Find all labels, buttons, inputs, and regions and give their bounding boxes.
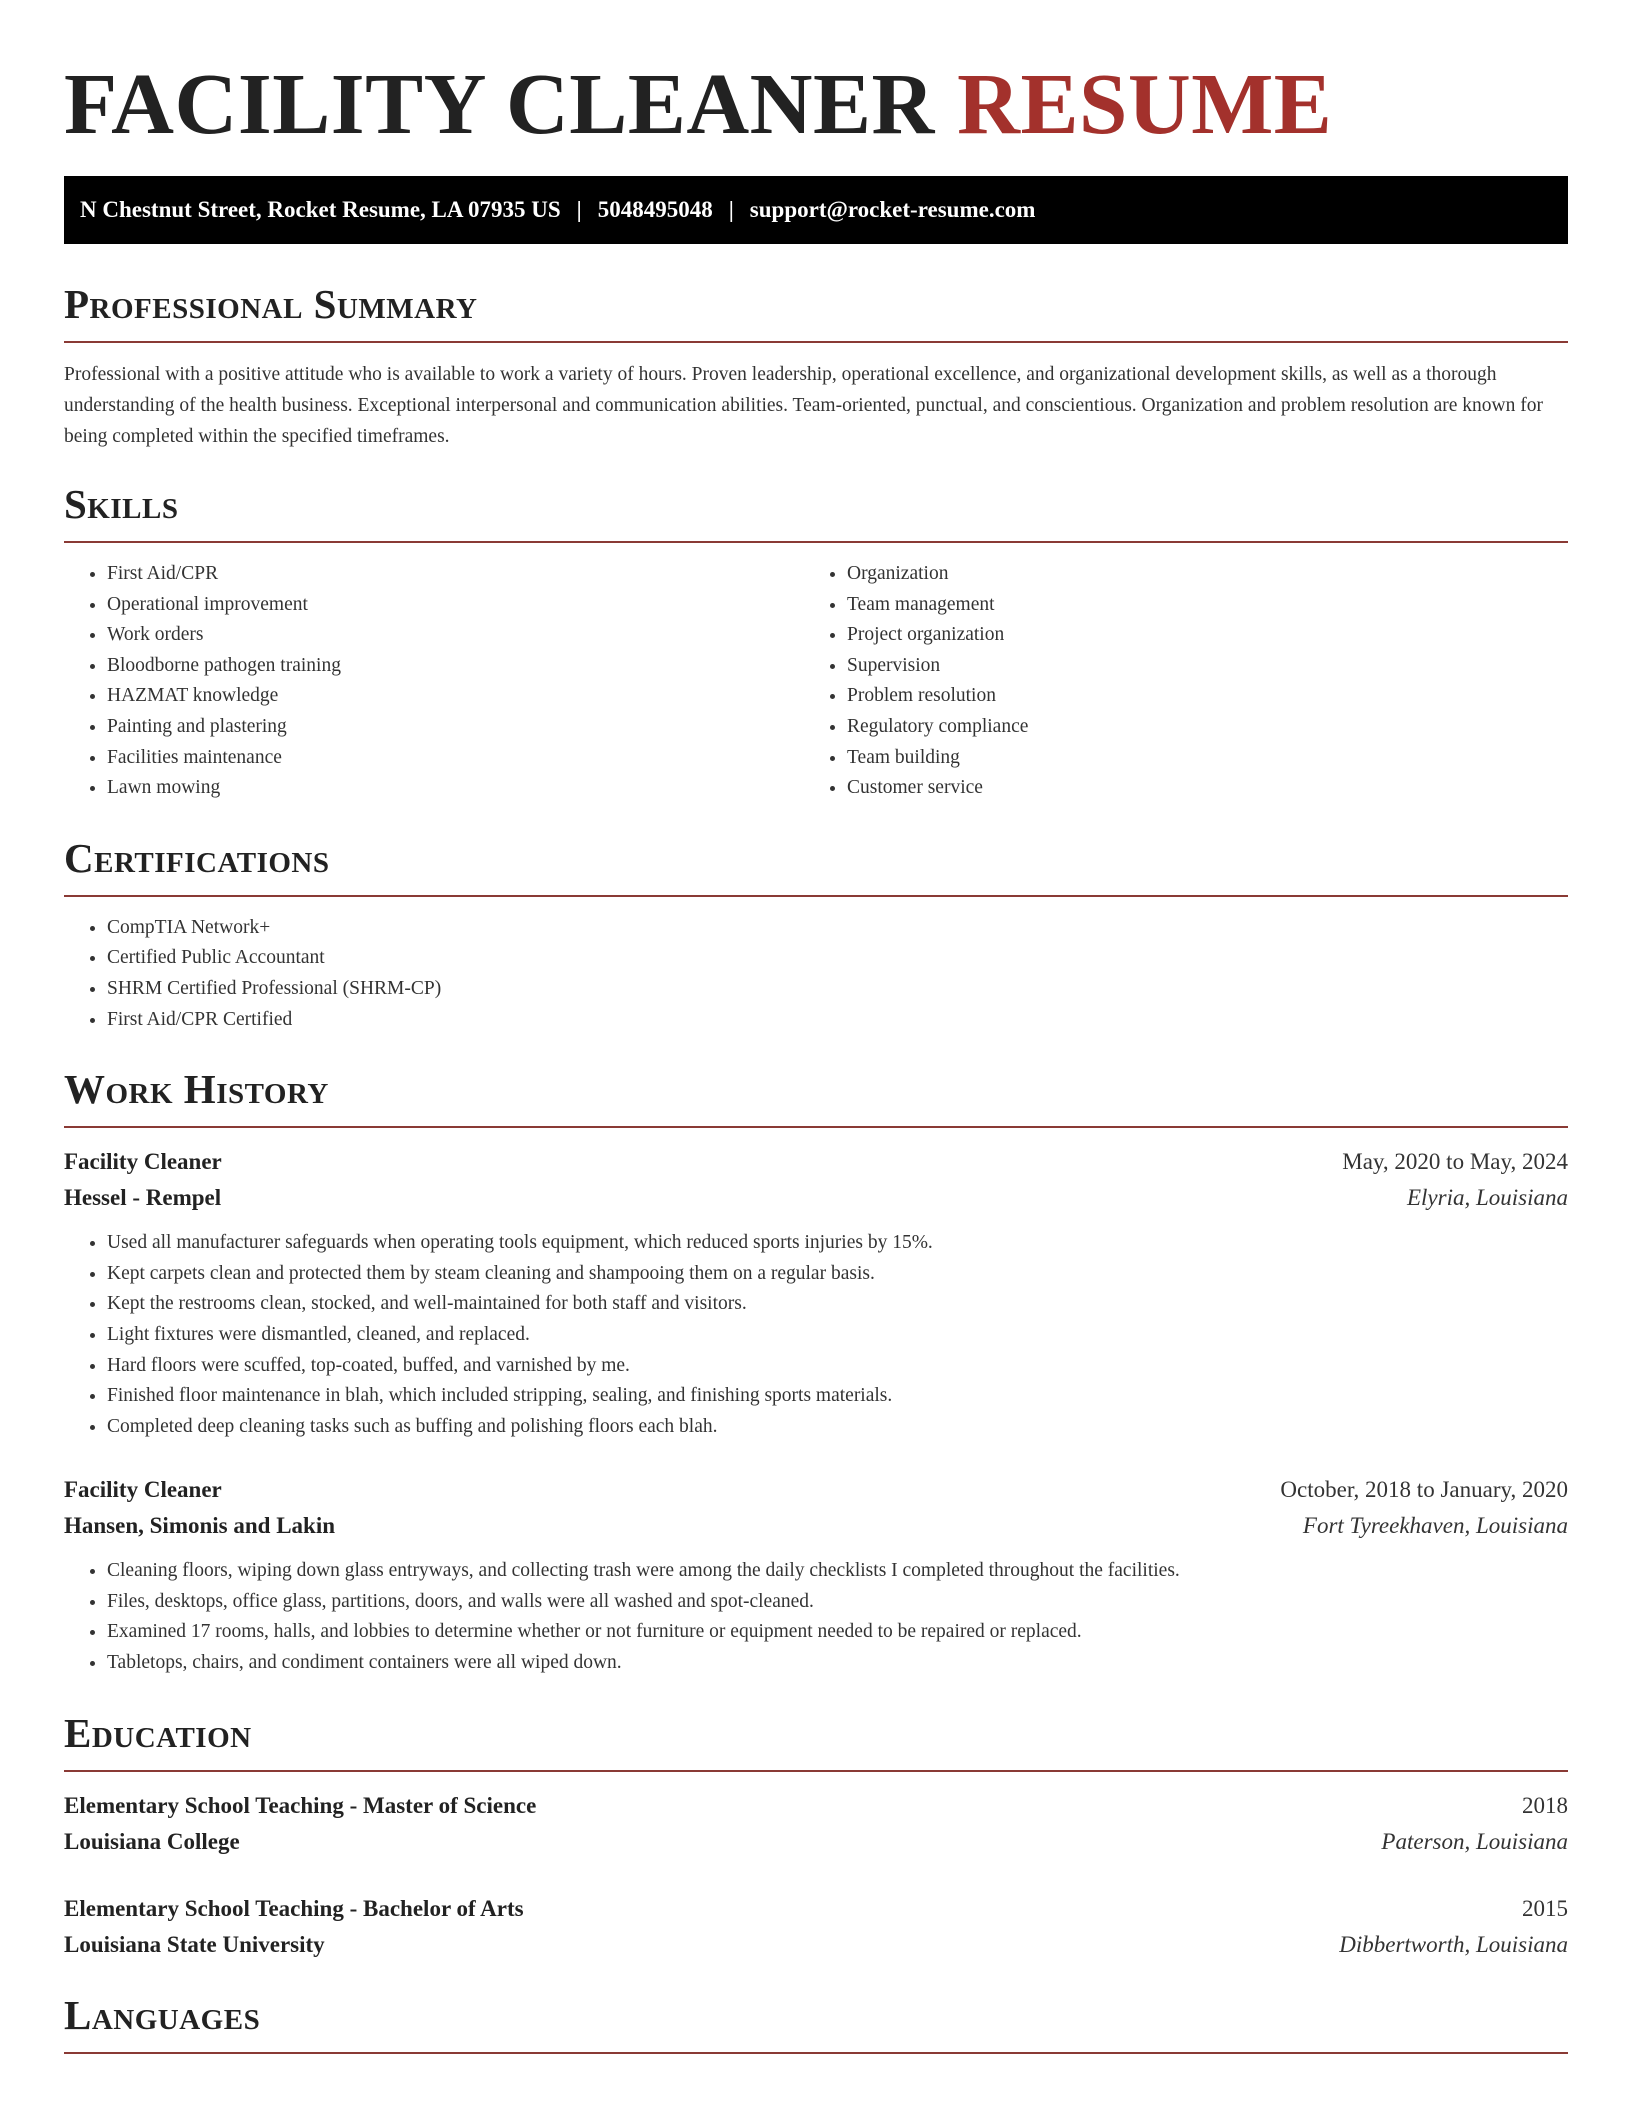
title-main: FACILITY CLEANER [64,55,935,152]
job-company: Hessel - Rempel [64,1185,222,1211]
summary-text: Professional with a positive attitude who is available to work a variety of hours. Proven leadership, operational excellence, and organizational development skills, as well as a thorough understanding of the health business. Exceptional interpersonal and communication abilities. Team-oriented, punctual, and conscientious. Organization and problem resolution are known for being completed within the specified timeframes. [64,364,1543,447]
education-header-row [64,1788,1568,1824]
list-item: • Facilities maintenance [107,743,804,774]
section-heading: Skills [64,481,179,527]
section-heading: Certifications [64,834,330,881]
list-item: • HAZMAT knowledge [107,681,804,712]
skills-grid [64,559,1568,804]
job-bullets [64,1228,1568,1442]
job-header-row [64,1472,1568,1508]
section-heading: Work History [64,1066,329,1113]
contact-separator: | [728,197,734,222]
education-header-row [64,1891,1568,1927]
education-degree: Elementary School Teaching - Bachelor of Arts [64,1895,524,1921]
education-year: 2015 [1522,1895,1568,1921]
job-location: Elyria, Louisiana [1406,1185,1568,1211]
languages-section [64,1991,1568,2054]
list-item: • Kept the restrooms clean, stocked, and well-maintained for both staff and visitors. [107,1289,1568,1320]
section-divider [64,895,1568,897]
education-school: Louisiana State University [64,1931,325,1957]
job-header-row [64,1144,1568,1180]
job-location: Fort Tyreekhaven, Louisiana [1302,1513,1568,1539]
job-company: Hansen, Simonis and Lakin [64,1513,336,1539]
skills-section [64,480,1568,804]
list-item: • Team building [847,743,1544,774]
job-entry [64,1144,1568,1442]
list-item: • Lawn mowing [107,773,804,804]
list-item: • SHRM Certified Professional (SHRM-CP) [107,974,1568,1005]
list-item: • Bloodborne pathogen training [107,651,804,682]
skills-list-right [804,559,1544,804]
list-item: • Completed deep cleaning tasks such as buffing and polishing floors each blah. [107,1412,1568,1443]
list-item: • Work orders [107,620,804,651]
contact-bar [64,176,1568,244]
list-item: • Cleaning floors, wiping down glass entryways, and collecting trash were among the daily checklists I completed throughout the facilities. [107,1556,1568,1587]
list-item: • Team management [847,590,1544,621]
list-item: • First Aid/CPR Certified [107,1005,1568,1036]
section-heading: Languages [64,1991,261,2038]
education-year: 2018 [1522,1792,1568,1818]
section-divider [64,1126,1568,1128]
list-item: • Finished floor maintenance in blah, which included stripping, sealing, and finishing sports materials. [107,1381,1568,1412]
list-item: • Kept carpets clean and protected them by steam cleaning and shampooing them on a regular basis. [107,1259,1568,1290]
title-accent: RESUME [957,55,1333,152]
education-degree: Elementary School Teaching - Master of Science [64,1792,537,1818]
skills-column-right [804,559,1544,804]
education-entry [64,1788,1568,1860]
list-item: • Examined 17 rooms, halls, and lobbies to determine whether or not furniture or equipment needed to be repaired or replaced. [107,1617,1568,1648]
job-company-row [64,1508,1568,1544]
list-item: • Light fixtures were dismantled, cleaned, and replaced. [107,1320,1568,1351]
section-divider [64,2052,1568,2054]
list-item: • Files, desktops, office glass, partitions, doors, and walls were all washed and spot-cleaned. [107,1587,1568,1618]
list-item: • Organization [847,559,1544,590]
job-bullets [64,1556,1568,1678]
list-item: • Used all manufacturer safeguards when operating tools equipment, which reduced sports injuries by 15%. [107,1228,1568,1259]
contact-email: support@rocket-resume.com [749,197,1036,222]
section-divider [64,541,1568,543]
section-heading: Professional Summary [64,281,478,327]
job-dates: October, 2018 to January, 2020 [1280,1477,1568,1503]
job-entry [64,1472,1568,1678]
list-item: • Supervision [847,651,1544,682]
education-school: Louisiana College [64,1828,240,1854]
list-item: • First Aid/CPR [107,559,804,590]
contact-address: N Chestnut Street, Rocket Resume, LA 07935 US [80,197,561,222]
contact-separator: | [576,197,582,222]
education-entry [64,1891,1568,1963]
job-dates: May, 2020 to May, 2024 [1342,1149,1568,1175]
job-title: Facility Cleaner [64,1149,222,1175]
education-section [64,1709,1568,1963]
summary-section [64,280,1568,452]
list-item: • Problem resolution [847,681,1544,712]
certifications-section [64,834,1568,1035]
contact-phone: 5048495048 [597,197,713,222]
education-school-row [64,1824,1568,1860]
section-divider [64,341,1568,343]
certifications-list [64,913,1568,1035]
list-item: • CompTIA Network+ [107,913,1568,944]
education-school-row [64,1927,1568,1963]
list-item: • Operational improvement [107,590,804,621]
skills-list-left [64,559,804,804]
list-item: • Hard floors were scuffed, top-coated, buffed, and varnished by me. [107,1351,1568,1382]
section-divider [64,1770,1568,1772]
section-heading: Education [64,1709,252,1756]
education-location: Paterson, Louisiana [1381,1828,1568,1854]
education-location: Dibbertworth, Louisiana [1339,1931,1568,1957]
list-item: • Certified Public Accountant [107,943,1568,974]
list-item: • Painting and plastering [107,712,804,743]
job-title: Facility Cleaner [64,1477,222,1503]
page-title [64,54,1568,154]
work-history-section [64,1065,1568,1679]
list-item: • Regulatory compliance [847,712,1544,743]
list-item: • Project organization [847,620,1544,651]
list-item: • Tabletops, chairs, and condiment containers were all wiped down. [107,1648,1568,1679]
list-item: • Customer service [847,773,1544,804]
skills-column-left [64,559,804,804]
job-company-row [64,1180,1568,1216]
